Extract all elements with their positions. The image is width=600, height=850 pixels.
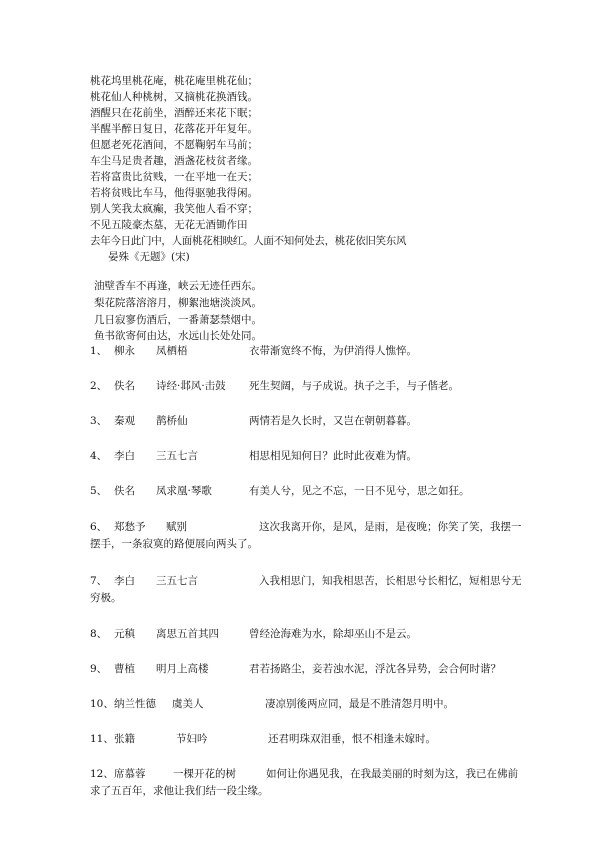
poem-line: 不见五陵豪杰墓，无花无酒锄作田 [90,219,248,231]
poem-line: 半醒半醉日复日，花落花开年复年。 [90,123,258,135]
entry-title: 鹊桥仙 [156,415,188,427]
entry-number: 11、 [90,733,114,745]
entry-text: 还君明珠双泪垂，恨不相逢未嫁时。 [268,733,436,745]
entry-title: 凤求凰·琴歌 [156,485,212,497]
entry-number: 2、 [90,380,108,392]
wuti-attribution: 晏殊《无题》(宋) [108,251,190,263]
entry-text-continued: 摆手，一条寂寞的路便展向两头了。 [90,538,258,550]
entry-number: 1、 [90,345,108,357]
poem-line: 桃花坞里桃花庵，桃花庵里桃花仙； [90,75,258,87]
entry-author: 纳兰性德 [114,698,156,710]
entry-text: 相思相见知何日？此时此夜难为情。 [249,450,417,462]
entry-text: 曾经沧海难为水，除却巫山不是云。 [249,628,417,640]
poem-line: 若将贫贱比车马，他得驱驰我得闲。 [90,187,258,199]
entry-number: 9、 [90,663,108,675]
wuti-line: 梨花院落溶溶月，柳絮池塘淡淡风。 [94,297,262,309]
entry-author: 元稹 [114,628,135,640]
entry-author: 席慕蓉 [114,768,146,780]
entry-number: 7、 [90,575,108,587]
entry-number: 5、 [90,485,108,497]
entry-number: 12、 [90,768,114,780]
entry-number: 10、 [90,698,114,710]
entry-text: 如何让你遇见我，在我最美丽的时刻为这，我已在佛前 [266,768,518,780]
wuti-line: 鱼书欲寄何由达，水远山长处处同。 [94,330,262,342]
entry-author: 郑愁予 [114,521,146,533]
entry-title: 明月上高楼 [156,663,209,675]
poem-line: 车尘马足贵者趣，酒盏花枝贫者缘。 [90,155,258,167]
entry-text: 入我相思门，知我相思苦，长相思兮长相忆，短相思兮无 [259,575,522,587]
entry-title: 三五七言 [156,575,198,587]
wuti-line: 油壁香车不再逢，峡云无迹任西东。 [94,280,262,292]
entry-text: 这次我离开你，是风，是雨，是夜晚；你笑了笑，我摆一 [259,521,522,533]
wuti-line: 几日寂寥伤酒后，一番萧瑟禁烟中。 [94,314,262,326]
entry-title: 节妇吟 [176,733,208,745]
poem-line: 桃花仙人种桃树，又摘桃花换酒钱。 [90,91,258,103]
entry-author: 佚名 [114,380,135,392]
entry-text-continued: 求了五百年，求他让我们结一段尘缘。 [90,785,269,797]
entry-author: 张籍 [114,733,135,745]
poem-line: 若将富贵比贫贱，一在平地一在天； [90,171,258,183]
entry-author: 佚名 [114,485,135,497]
entry-title: 虞美人 [172,698,204,710]
entry-text: 两情若是久长时，又岂在朝朝暮暮。 [249,415,417,427]
entry-text: 凄凉别後两应同，最是不胜清怨月明中。 [265,698,454,710]
poem-line: 但愿老死花酒间，不愿鞠躬车马前； [90,139,258,151]
entry-title: 诗经·邶风·击鼓 [156,380,226,392]
entry-title: 凤栖梧 [156,345,188,357]
entry-title: 离思五首其四 [156,628,219,640]
entry-title: 一棵开花的树 [173,768,236,780]
entry-text: 死生契阔，与子成说。执子之手，与子偕老。 [249,380,459,392]
entry-text: 君若扬路尘，妾若浊水泥，浮沈各异势，会合何时谐？ [249,663,501,675]
entry-author: 秦观 [114,415,135,427]
poem-line: 酒醒只在花前坐，酒醉还来花下眠； [90,107,258,119]
entry-number: 8、 [90,628,108,640]
entry-number: 3、 [90,415,108,427]
entry-author: 柳永 [114,345,135,357]
entry-author: 李白 [114,575,135,587]
entry-title: 赋别 [166,521,187,533]
entry-number: 6、 [90,521,108,533]
entry-text: 衣带渐宽终不悔，为伊消得人憔悴。 [249,345,417,357]
entry-text: 有美人兮，见之不忘，一日不见兮，思之如狂。 [249,485,470,497]
cuihu-line: 去年今日此门中，人面桃花相映红。人面不知何处去，桃花依旧笑东风 [90,235,407,247]
entry-number: 4、 [90,450,108,462]
poem-line: 别人笑我太疯癫，我笑他人看不穿； [90,203,258,215]
entry-author: 李白 [114,450,135,462]
entry-author: 曹植 [114,663,135,675]
entry-title: 三五七言 [156,450,198,462]
entry-text-continued: 穷极。 [90,592,122,604]
